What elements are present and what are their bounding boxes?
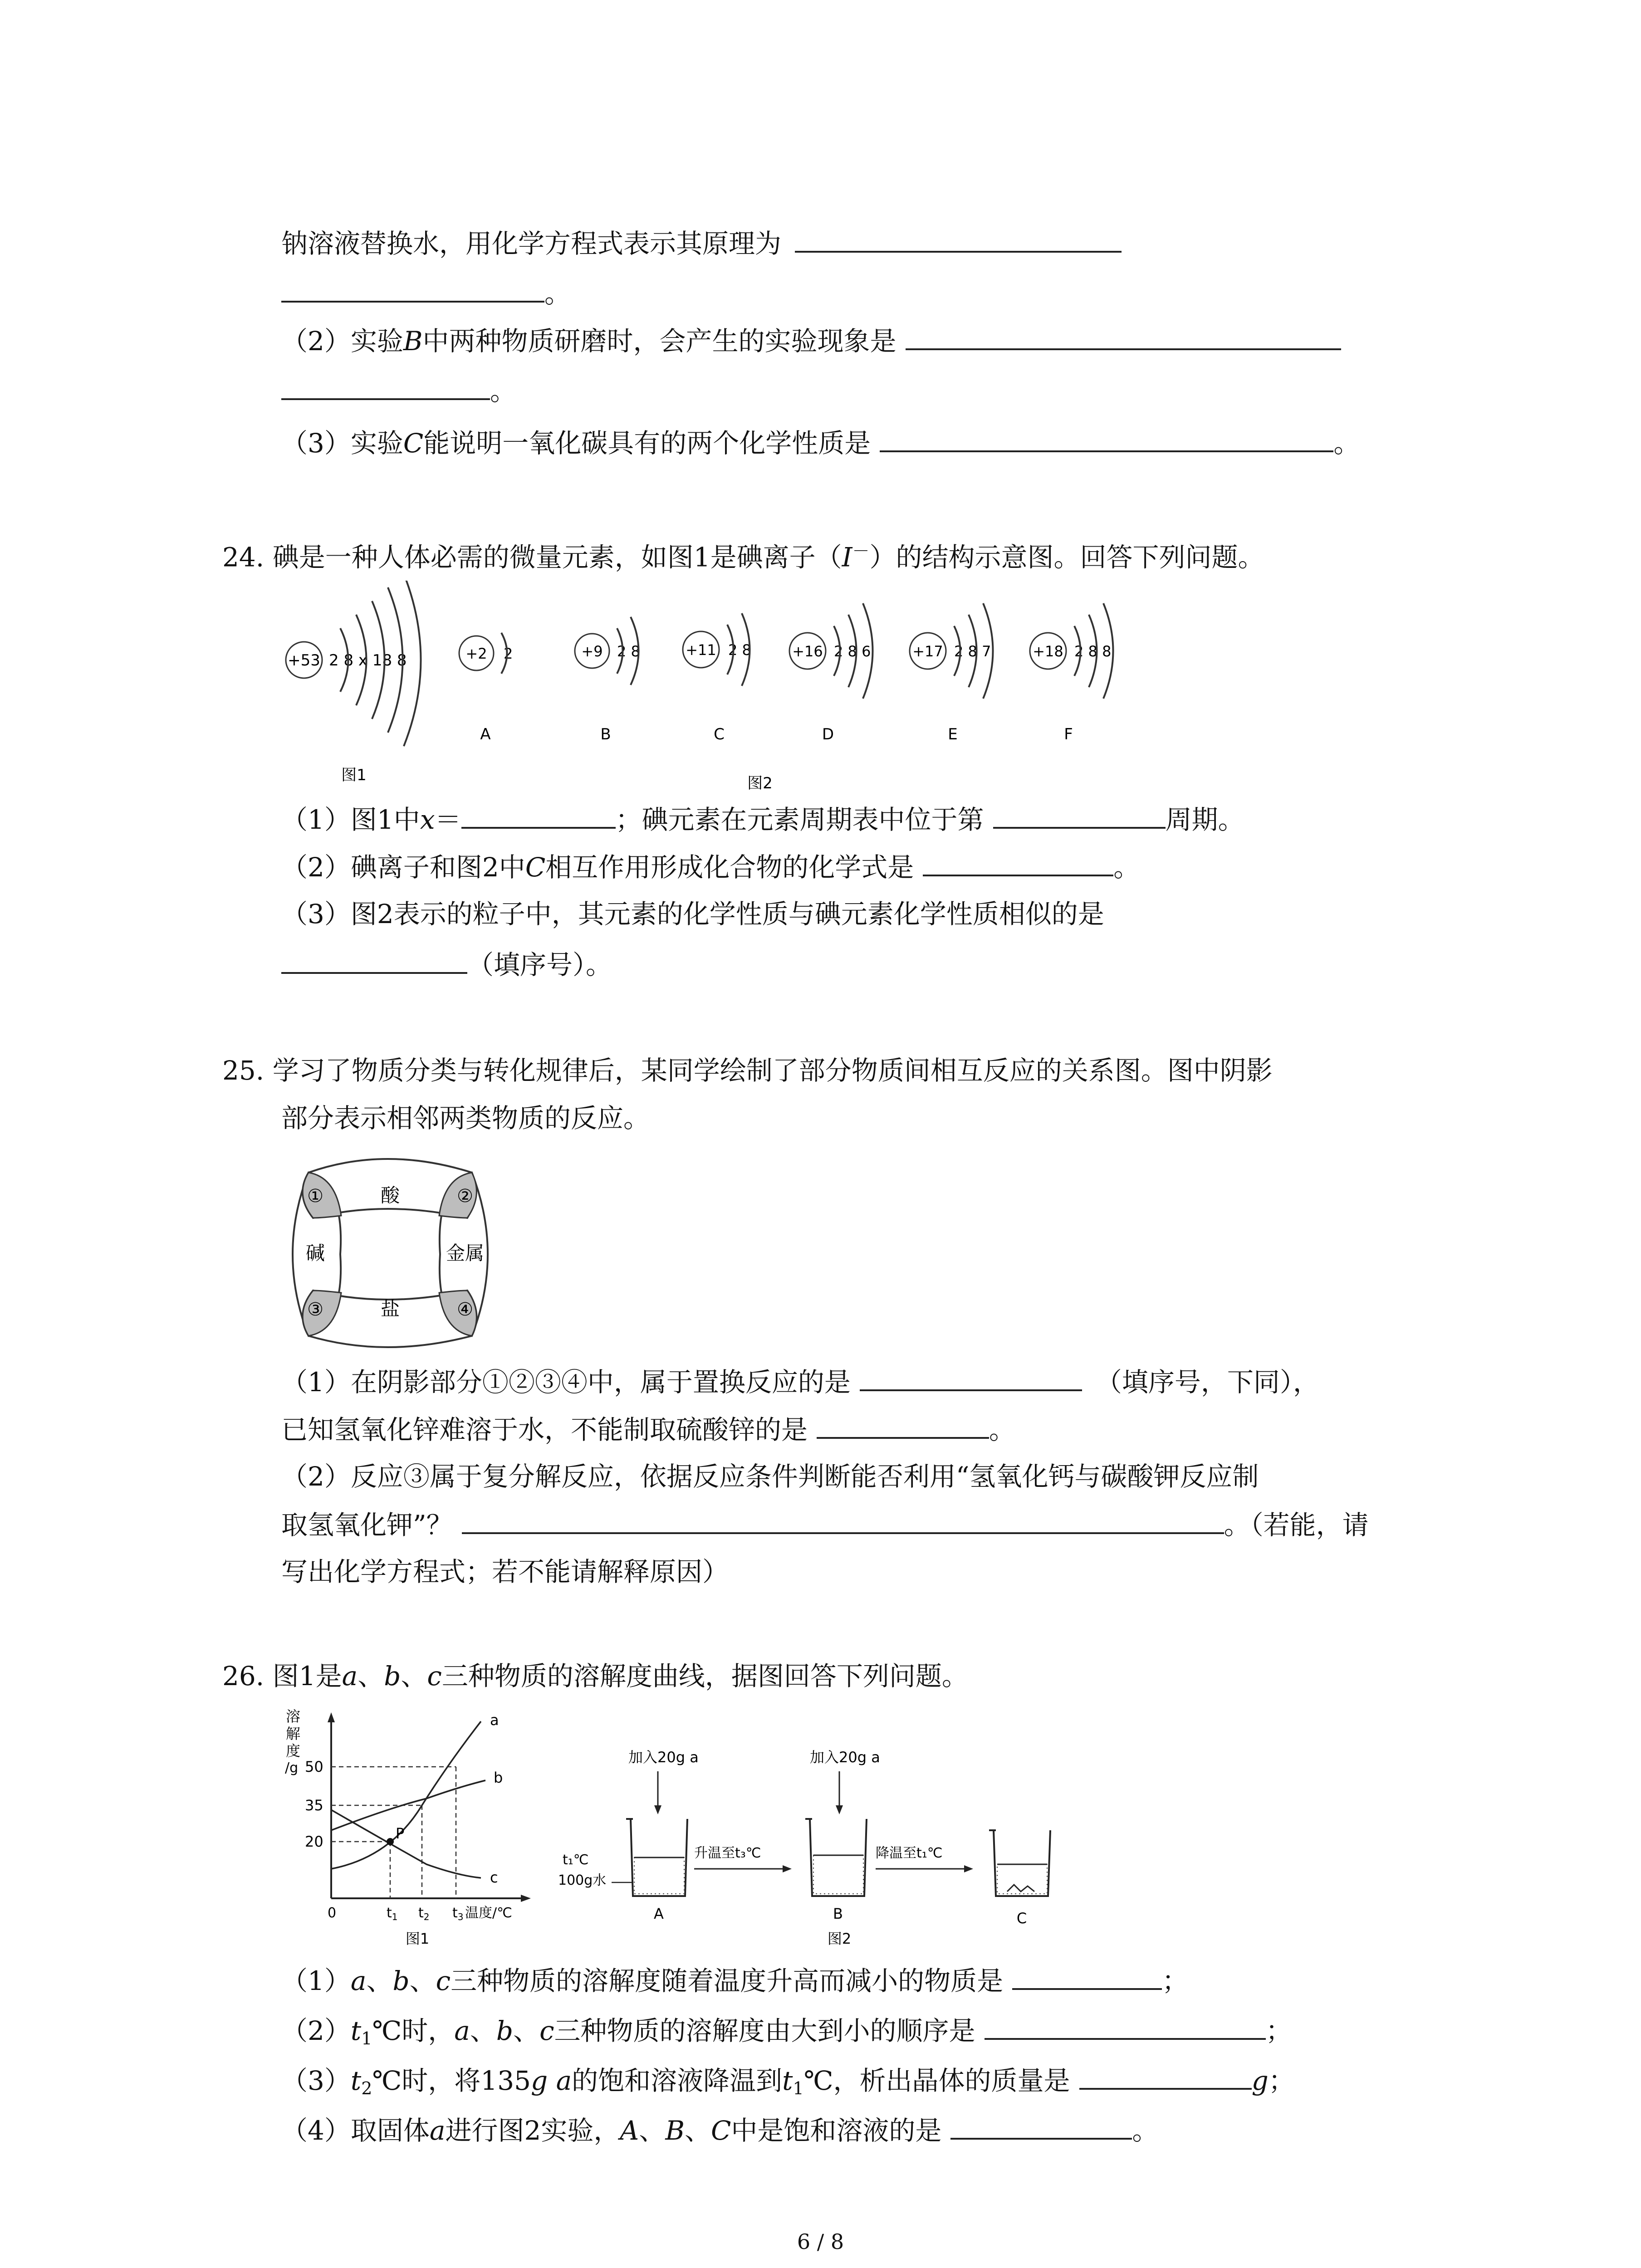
- answer-blank[interactable]: [461, 801, 616, 829]
- q25-stem: 25. 学习了物质分类与转化规律后，某同学绘制了部分物质间相互反应的关系图。图中阴影: [222, 1055, 1273, 1086]
- answer-blank[interactable]: [880, 424, 1333, 452]
- label-n4: ④: [457, 1299, 473, 1320]
- nucleus-label: +16: [792, 643, 823, 660]
- electron-label: 2 8: [728, 641, 751, 659]
- fig2-caption: 图2: [747, 774, 773, 792]
- iodide-ion-diagram: [286, 581, 421, 784]
- answer-blank[interactable]: [950, 2112, 1132, 2140]
- atom-F: [1030, 603, 1113, 743]
- step1-label: 升温至t₃℃: [694, 1845, 761, 1861]
- label-acid: 酸: [380, 1184, 400, 1207]
- nucleus-label: +17: [912, 643, 943, 660]
- nucleus-label: +18: [1033, 643, 1063, 660]
- answer-blank[interactable]: [281, 274, 544, 303]
- label-n2: ②: [457, 1186, 473, 1207]
- atom-structure-figure: [272, 581, 1452, 798]
- xtick-t1: $t_1$: [387, 1905, 398, 1922]
- nucleus-label: +2: [465, 645, 487, 662]
- q24-part3-cont: （填序号）。: [281, 946, 612, 983]
- ylabel-3: 度: [286, 1742, 301, 1760]
- q26-part1: （1）a、b、c三种物质的溶解度随着温度升高而减小的物质是 ；: [281, 1962, 1188, 1999]
- q26-stem: 26. 图1是a、b、c三种物质的溶解度曲线，据图回答下列问题。: [222, 1661, 968, 1691]
- step2-arrow-head: [964, 1865, 973, 1872]
- ytick-35: 35: [305, 1797, 323, 1814]
- q23-line1: 钠溶液替换水，用化学方程式表示其原理为: [281, 225, 1122, 262]
- ylabel-2: 解: [286, 1725, 301, 1742]
- answer-blank[interactable]: [1079, 2062, 1252, 2090]
- beaker-C: [989, 1830, 1050, 1927]
- label-base: 碱: [305, 1242, 325, 1264]
- q23-line4: 。: [281, 372, 516, 409]
- q25-stem-cont: 部分表示相邻两类物质的反应。: [281, 1103, 650, 1134]
- fig2-caption: 图2: [827, 1930, 852, 1947]
- answer-blank[interactable]: [281, 946, 467, 974]
- curve-a-label: a: [490, 1711, 499, 1729]
- electron-label: 2 8: [617, 643, 640, 660]
- q24-part3: （3）图2表示的粒子中，其元素的化学性质与碘元素化学性质相似的是: [281, 899, 1104, 929]
- ylabel-4: /g: [285, 1760, 299, 1776]
- xtick-0: 0: [328, 1905, 337, 1921]
- beaker-experiment-figure: [558, 1746, 1098, 1950]
- point-P-marker: [387, 1838, 394, 1845]
- label-n1: ①: [307, 1186, 323, 1207]
- start-water: 100g水: [558, 1872, 607, 1888]
- q25-part2-cont2: 写出化学方程式；若不能请解释原因）: [281, 1556, 729, 1587]
- electron-label: 2: [504, 645, 513, 662]
- atom-label: E: [948, 725, 958, 743]
- q26-part2: $(2)t_1℃$时，a、b、c三种物质的溶解度由大到小的顺序是 ；: [281, 2012, 1292, 2057]
- atom-label: D: [822, 725, 834, 743]
- atom-A: [459, 633, 513, 743]
- fig1-caption: 图1: [341, 766, 367, 784]
- q23-part2: （2）实验B中两种物质研磨时，会产生的实验现象是: [281, 322, 1341, 359]
- point-P-label: P: [396, 1825, 405, 1842]
- beaker-A-label: A: [654, 1905, 664, 1922]
- atom-label: A: [480, 725, 491, 743]
- answer-blank[interactable]: [923, 848, 1113, 876]
- curve-c: [331, 1810, 481, 1878]
- ytick-50: 50: [305, 1758, 323, 1775]
- fig1-caption: 图1: [405, 1930, 430, 1947]
- solubility-curve-figure: [277, 1708, 558, 1948]
- answer-blank[interactable]: [906, 322, 1341, 350]
- label-metal: 金属: [446, 1242, 485, 1264]
- answer-blank[interactable]: [993, 801, 1166, 829]
- add-label-1: 加入20g a: [628, 1749, 699, 1766]
- atom-C: [683, 613, 751, 743]
- substance-relation-figure: [281, 1154, 517, 1354]
- atom-B: [575, 617, 640, 743]
- curve-c-label: c: [490, 1869, 498, 1886]
- q25-part2-cont: 取氢氧化钾”？ 。（若能，请: [281, 1506, 1369, 1543]
- curve-b-label: b: [494, 1769, 503, 1786]
- beaker-A: [626, 1819, 687, 1922]
- xlabel: 温度/℃: [465, 1905, 512, 1921]
- add-arrow-1-head: [654, 1805, 661, 1814]
- atom-label: C: [714, 725, 725, 743]
- answer-blank[interactable]: [462, 1506, 1224, 1534]
- answer-blank[interactable]: [860, 1363, 1082, 1391]
- electron-label: 2 8 x 18 8: [329, 651, 407, 670]
- atom-E: [910, 603, 993, 743]
- atom-label: B: [600, 725, 611, 743]
- beaker-C-label: C: [1016, 1910, 1027, 1927]
- answer-blank[interactable]: [1012, 1962, 1162, 1990]
- q26-part3: $(3)t_2℃$时，将135g a的饱和溶液降温到$t_1℃$，析出晶体的质量是 g；: [281, 2062, 1295, 2107]
- answer-blank[interactable]: [281, 372, 490, 400]
- beaker-B: [805, 1819, 867, 1922]
- electron-label: 2 8 8: [1074, 643, 1112, 660]
- start-temp: t₁℃: [563, 1852, 589, 1868]
- q25-part1-cont: 已知氢氧化锌难溶于水，不能制取硫酸锌的是 。: [281, 1411, 1015, 1448]
- label-salt: 盐: [380, 1298, 400, 1320]
- nucleus-label: +11: [686, 641, 716, 659]
- ylabel-1: 溶: [286, 1708, 301, 1725]
- ytick-20: 20: [305, 1833, 323, 1850]
- q23-line2: 。: [281, 274, 571, 312]
- add-arrow-2-head: [836, 1805, 843, 1814]
- atom-D: [789, 603, 873, 743]
- xtick-t2: $t_2$: [418, 1905, 430, 1922]
- step2-label: 降温至t₁℃: [876, 1845, 943, 1861]
- q24-part2: （2）碘离子和图2中C相互作用形成化合物的化学式是 。: [281, 848, 1140, 885]
- x-arrow: [521, 1895, 531, 1902]
- q24-part1: （1）图1中x＝ ；碘元素在元素周期表中位于第 周期。: [281, 801, 1244, 838]
- q25-part2: （2）反应③属于复分解反应，依据反应条件判断能否利用“氢氧化钙与碳酸钾反应制: [281, 1461, 1259, 1492]
- nucleus-label: +9: [581, 643, 603, 660]
- q25-part1: （1）在阴影部分①②③④中，属于置换反应的是 （填序号，下同），: [281, 1363, 1319, 1400]
- page-number: 6 / 8: [797, 2229, 844, 2254]
- q26-part4: （4）取固体a进行图2实验，A、B、C中是饱和溶液的是 。: [281, 2112, 1158, 2149]
- y-arrow: [328, 1712, 335, 1722]
- label-n3: ③: [307, 1299, 323, 1320]
- xtick-t3: $t_3$: [452, 1905, 464, 1922]
- add-label-2: 加入20g a: [810, 1749, 880, 1766]
- answer-blank[interactable]: [985, 2012, 1266, 2040]
- answer-blank[interactable]: [795, 225, 1122, 253]
- electron-label: 2 8 6: [834, 643, 871, 660]
- nucleus-label: +53: [288, 651, 320, 670]
- beaker-B-label: B: [833, 1905, 843, 1922]
- answer-blank[interactable]: [817, 1411, 989, 1439]
- step1-arrow-head: [783, 1865, 792, 1872]
- q24-stem: 24. 碘是一种人体必需的微量元素，如图1是碘离子（I－）的结构示意图。回答下列问题。: [222, 541, 1264, 573]
- atom-label: F: [1064, 725, 1073, 743]
- electron-label: 2 8 7: [954, 643, 991, 660]
- curve-a: [331, 1721, 481, 1869]
- q23-part3: （3）实验C能说明一氧化碳具有的两个化学性质是 。: [281, 424, 1360, 461]
